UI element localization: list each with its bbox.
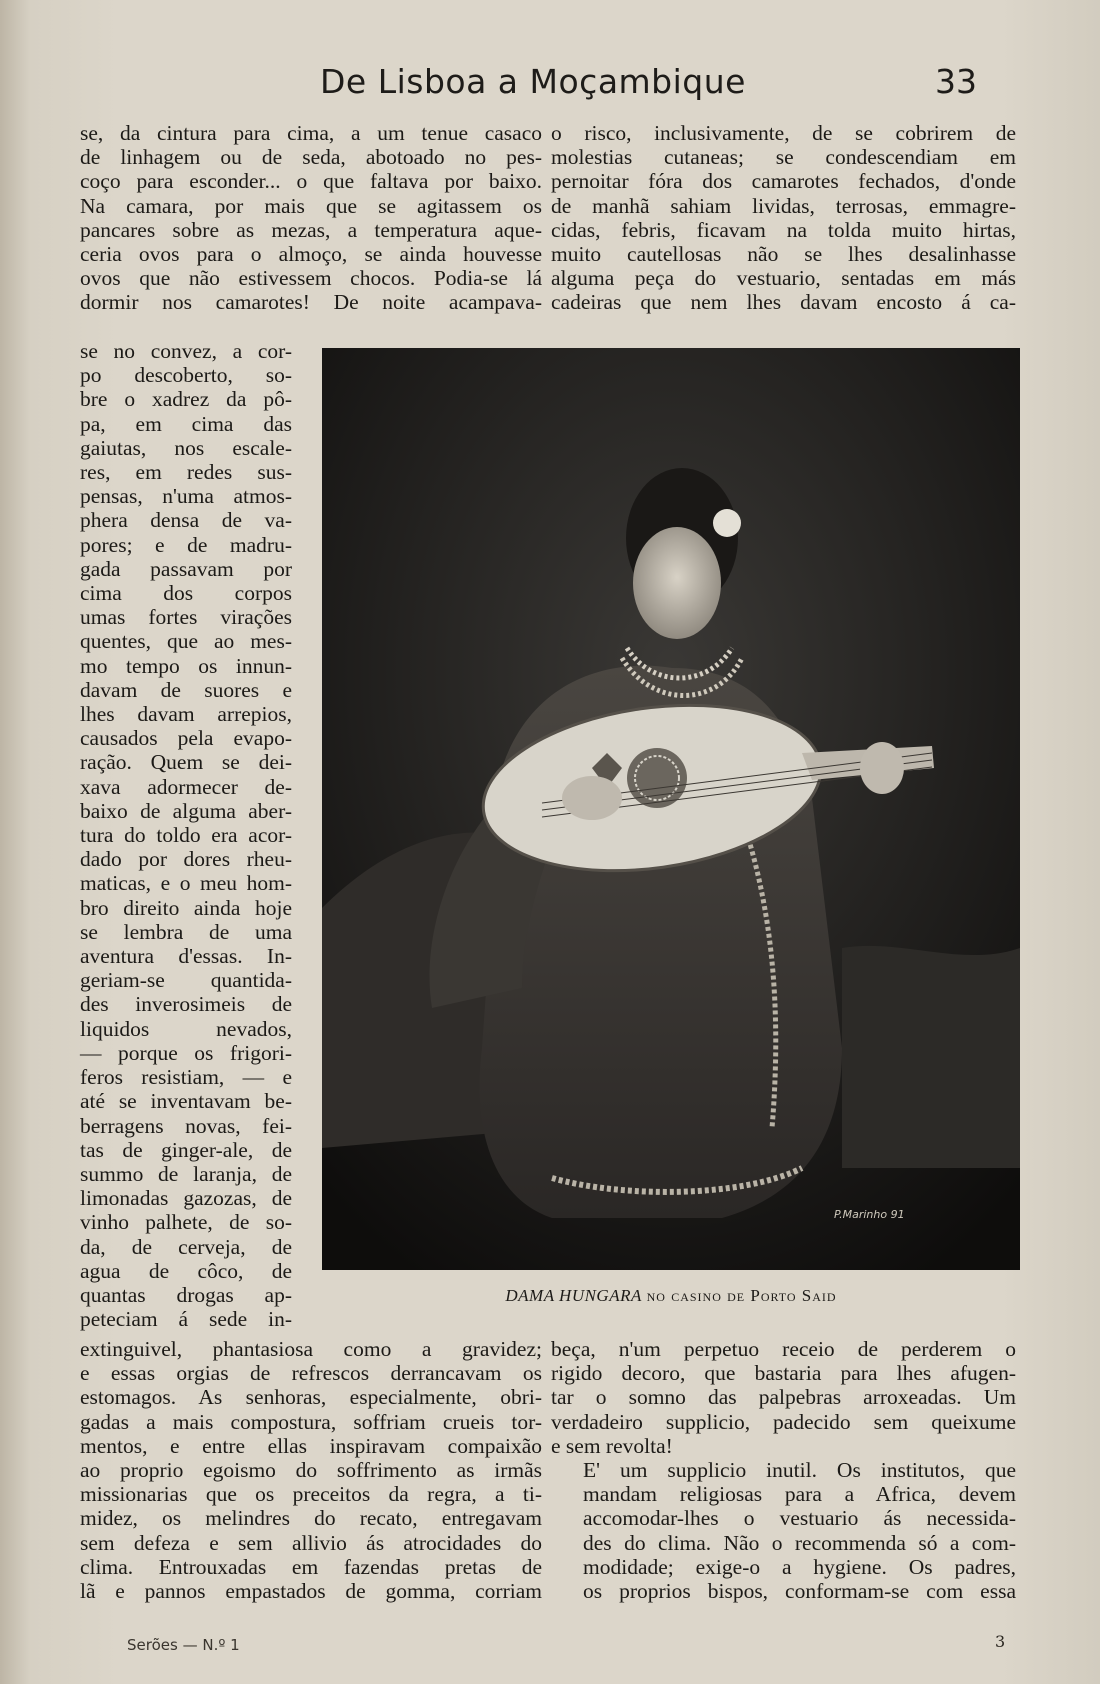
text-line: — porque os frigori-	[80, 1040, 292, 1065]
text-line: maticas, e o meu hom-	[80, 871, 292, 896]
text-line: cima dos corpos	[80, 581, 292, 606]
text-line: xava adormecer de-	[80, 774, 292, 799]
paragraph-1	[551, 1337, 1016, 1458]
photograph-illustration	[322, 348, 1020, 1270]
text-line: muito cautellosas não se lhes desalinhasse	[551, 242, 1016, 267]
text-line: liquidos nevados,	[80, 1016, 292, 1041]
photographer-signature: P.Marinho 91	[834, 1208, 905, 1221]
text-line: coço para esconder... o que faltava por baixo.	[80, 169, 542, 194]
text-line: ceria ovos para o almoço, se ainda houvesse	[80, 242, 542, 267]
text-line: lhes davam arrepios,	[80, 702, 292, 727]
text-line: po descoberto, so-	[80, 363, 292, 388]
left-hand	[860, 742, 904, 794]
text-line: o risco, inclusivamente, de se cobrirem de	[551, 121, 1016, 145]
caption-title: DAMA HUNGARA	[505, 1286, 642, 1305]
text-line: da, de cerveja, de	[80, 1234, 292, 1259]
text-line: davam de suores e	[80, 677, 292, 702]
text-line: gada passavam por	[80, 556, 292, 581]
text-line: e essas orgias de refrescos derrancavam os	[80, 1361, 542, 1386]
text-line: bro direito ainda hoje	[80, 895, 292, 920]
text-line: e sem revolta!	[551, 1433, 673, 1458]
text-line: umas fortes virações	[80, 605, 292, 630]
text-line: missionarias que os preceitos da regra, a ti-	[80, 1482, 542, 1507]
text-line: quentes, que ao mes-	[80, 629, 292, 654]
text-line: tura do toldo era acor-	[80, 823, 292, 848]
text-line: pores; e de madru-	[80, 532, 292, 557]
text-line: alguma peça do vestuario, sentadas em más	[551, 266, 1016, 291]
face-shape	[633, 527, 721, 639]
text-line: gadas a mais compostura, soffriam crueis tor-	[80, 1409, 542, 1434]
text-line: agua de côco, de	[80, 1258, 292, 1283]
text-line: estomagos. As senhoras, especialmente, obri-	[80, 1385, 542, 1410]
text-line: beça, n'um perpetuo receio de perderem o	[551, 1337, 1016, 1361]
text-line: mandam religiosas para a Africa, devem	[583, 1482, 1016, 1507]
flower-in-hair	[713, 509, 741, 537]
text-column-top-right	[551, 121, 1016, 315]
text-line: lã e pannos empastados de gomma, corriam	[80, 1579, 542, 1604]
footer-issue: Serões — N.º 1	[127, 1636, 240, 1654]
text-line: mo tempo os innun-	[80, 653, 292, 678]
text-line: berragens novas, fei-	[80, 1113, 292, 1138]
text-line: se no convez, a cor-	[80, 339, 292, 363]
text-line: extinguivel, phantasiosa como a gravidez;	[80, 1337, 542, 1361]
page-number: 33	[935, 62, 977, 101]
text-line: sem defeza e sem allivio ás atrocidades do	[80, 1530, 542, 1555]
text-line: baixo de alguma aber-	[80, 798, 292, 823]
caption-location: no casino de Porto Said	[646, 1286, 837, 1305]
text-line: dormir nos camarotes! De noite acampava-	[80, 290, 542, 315]
text-line: se, da cintura para cima, a um tenue casaco	[80, 121, 542, 145]
text-line: pernoitar fóra dos camarotes fechados, d'onde	[551, 169, 1016, 194]
text-line: ao proprio egoismo do soffrimento as irmãs	[80, 1458, 542, 1483]
text-line: modidade; exige-o a hygiene. Os padres,	[583, 1554, 1016, 1579]
text-line: pa, em cima das	[80, 411, 292, 436]
text-line: tar o somno das palpebras arroxeadas. Um	[551, 1385, 1016, 1410]
text-line: mentos, e entre ellas inspiravam compaixão	[80, 1433, 542, 1458]
text-line: res, em redes sus-	[80, 460, 292, 485]
text-line: causados pela evapo-	[80, 726, 292, 751]
text-line: até se inventavam be-	[80, 1089, 292, 1114]
text-line: cidas, febris, ficavam na tolda muito hirtas,	[551, 217, 1016, 242]
text-line: feros resistiam, — e	[80, 1065, 292, 1090]
text-line: des do clima. Não o recommenda só a com-	[583, 1530, 1016, 1555]
text-line: se lembra de uma	[80, 919, 292, 944]
text-line: os proprios bispos, conformam-se com essa	[583, 1579, 1016, 1604]
text-line: de linhagem ou de seda, abotoado no pes-	[80, 145, 542, 170]
text-line: cadeiras que nem lhes davam encosto á ca-	[551, 290, 1016, 315]
paragraph-2	[551, 1458, 1016, 1603]
right-hand	[562, 776, 622, 820]
text-line: E' um supplicio inutil. Os institutos, que	[583, 1458, 1016, 1483]
text-line: summo de laranja, de	[80, 1161, 292, 1186]
text-line: aventura d'essas. In-	[80, 944, 292, 969]
text-line: gaiutas, nos escale-	[80, 435, 292, 460]
text-column-bottom-left	[80, 1337, 542, 1603]
text-line: pancares sobre as mezas, a temperatura aque-	[80, 217, 542, 242]
text-line: molestias cutaneas; se condescendiam em	[551, 145, 1016, 170]
text-line: tas de ginger-ale, de	[80, 1137, 292, 1162]
text-column-top-left	[80, 121, 542, 315]
text-line: clima. Entrouxadas em fazendas pretas de	[80, 1554, 542, 1579]
figure-caption	[322, 1286, 1020, 1306]
text-line: pensas, n'uma atmos-	[80, 484, 292, 509]
running-title: De Lisboa a Moçambique	[320, 62, 746, 101]
text-line: rigido decoro, que bastaria para lhes afugen-	[551, 1361, 1016, 1386]
text-line: Na camara, por mais que se agitassem os	[80, 193, 542, 218]
text-line: de manhã sahiam lividas, terrosas, emmagre-	[551, 193, 1016, 218]
text-line: limonadas gazozas, de	[80, 1186, 292, 1211]
text-line: accomodar-lhes o vestuario ás necessida-	[583, 1506, 1016, 1531]
photograph-lute-player	[322, 348, 1020, 1270]
text-line: dado por dores rheu-	[80, 847, 292, 872]
text-line: quantas drogas ap-	[80, 1282, 292, 1307]
text-line: vinho palhete, de so-	[80, 1210, 292, 1235]
text-column-bottom-right	[551, 1337, 1016, 1603]
text-column-narrow-left	[80, 339, 292, 1331]
text-line: ovos que não estivessem chocos. Podia-se lá	[80, 266, 542, 291]
footer-signature-mark: 3	[995, 1632, 1006, 1651]
text-line: verdadeiro supplicio, padecido sem queixume	[551, 1409, 1016, 1434]
page-header	[0, 62, 1100, 112]
text-line: midez, os melindres do recato, entregavam	[80, 1506, 542, 1531]
text-line: geriam-se quantida-	[80, 968, 292, 993]
text-line: bre o xadrez da pô-	[80, 387, 292, 412]
text-line: ração. Quem se dei-	[80, 750, 292, 775]
text-line: peteciam á sede in-	[80, 1307, 292, 1332]
text-line: des inverosimeis de	[80, 992, 292, 1017]
text-line: phera densa de va-	[80, 508, 292, 533]
